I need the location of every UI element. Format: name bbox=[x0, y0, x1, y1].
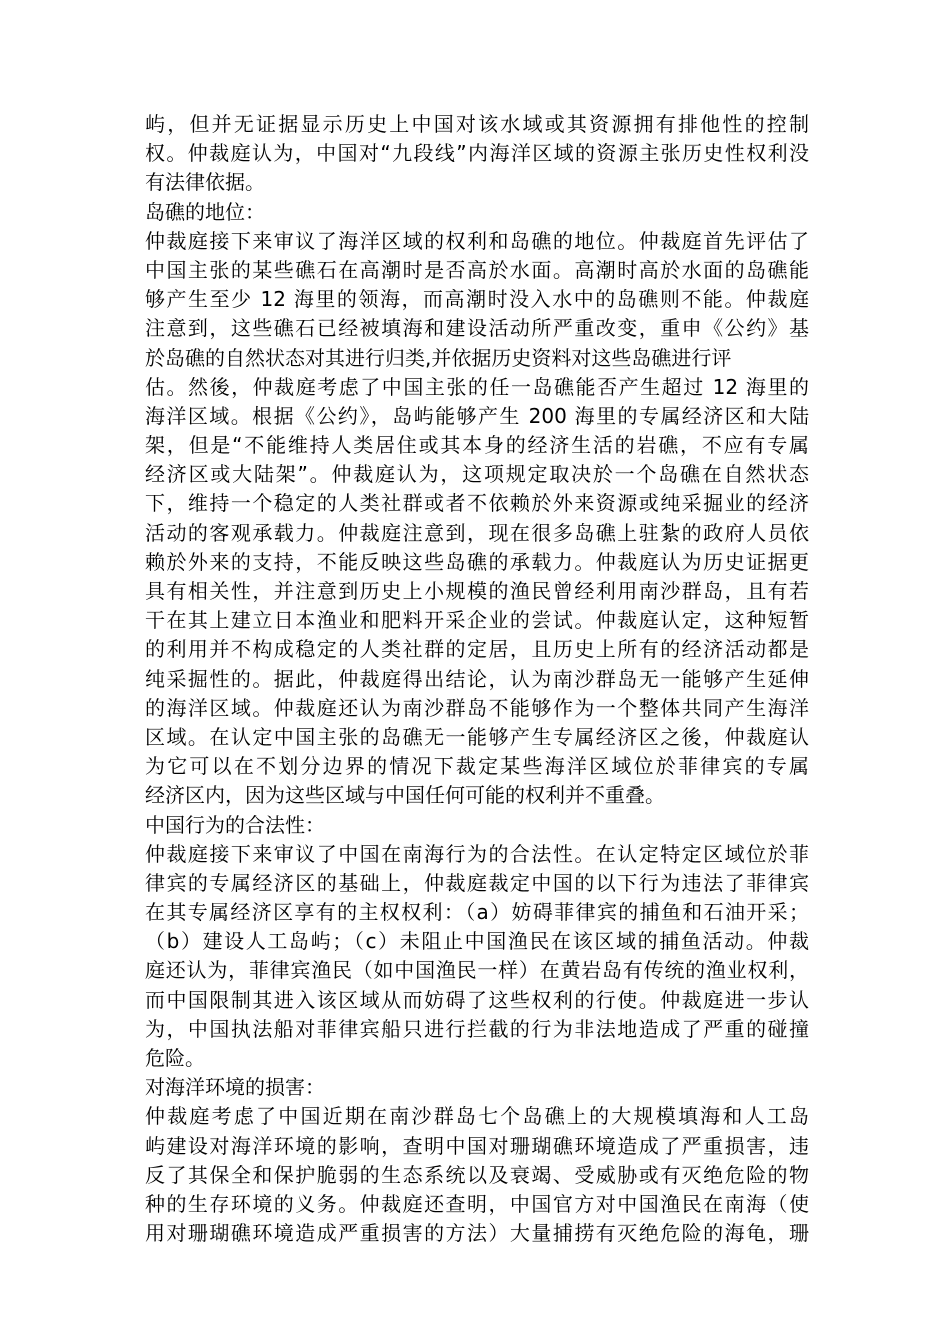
section-heading-legality: 中国行为的合法性： bbox=[145, 812, 325, 837]
text-line: 仲裁庭考虑了中国近期在南沙群岛七个岛礁上的大规模填海和人工岛 bbox=[145, 1104, 809, 1129]
text-line: 架，但是“不能维持人类居住或其本身的经济生活的岩礁，不应有专属 bbox=[145, 433, 809, 458]
text-line: 干在其上建立日本渔业和肥料开采企业的尝试。仲裁庭认定，这种短暂 bbox=[145, 608, 809, 633]
text-line: 律宾的专属经济区的基础上，仲裁庭裁定中国的以下行为违法了菲律宾 bbox=[145, 870, 809, 895]
text-line: 种的生存环境的义务。仲裁庭还查明，中国官方对中国渔民在南海（使 bbox=[145, 1191, 809, 1216]
text-line: 下，维持一个稳定的人类社群或者不依赖於外来资源或纯采掘业的经济 bbox=[145, 491, 809, 516]
text-line: 注意到，这些礁石已经被填海和建设活动所严重改变，重申《公约》基 bbox=[145, 316, 809, 341]
text-line: 仲裁庭接下来审议了中国在南海行为的合法性。在认定特定区域位於菲 bbox=[145, 841, 809, 866]
text-line: 赖於外来的支持，不能反映这些岛礁的承载力。仲裁庭认为历史证据更 bbox=[145, 549, 809, 574]
text-line: 活动的客观承载力。仲裁庭注意到，现在很多岛礁上驻紮的政府人员依 bbox=[145, 520, 809, 545]
text-line: 的海洋区域。仲裁庭还认为南沙群岛不能够作为一个整体共同产生海洋 bbox=[145, 695, 809, 720]
text-line: 够产生至少 12 海里的领海，而高潮时没入水中的岛礁则不能。仲裁庭 bbox=[145, 287, 809, 312]
text-line: 屿，但并无证据显示历史上中国对该水域或其资源拥有排他性的控制 bbox=[145, 112, 809, 136]
text-line: 屿建设对海洋环境的影响，查明中国对珊瑚礁环境造成了严重损害，违 bbox=[145, 1133, 809, 1158]
text-line: 经济区内，因为这些区域与中国任何可能的权利并不重叠。 bbox=[145, 783, 665, 808]
text-line: 中国主张的某些礁石在高潮时是否高於水面。高潮时高於水面的岛礁能 bbox=[145, 257, 809, 282]
text-line: 反了其保全和保护脆弱的生态系统以及衰竭、受威胁或有灭绝危险的物 bbox=[145, 1162, 809, 1187]
text-line: 有法律依据。 bbox=[145, 170, 265, 195]
section-heading-environment: 对海洋环境的损害： bbox=[145, 1075, 325, 1100]
text-line: 权。仲裁庭认为，中国对“九段线”内海洋区域的资源主张历史性权利没 bbox=[145, 141, 809, 166]
section-heading-island-status: 岛礁的地位： bbox=[145, 199, 265, 224]
text-line: 於岛礁的自然状态对其进行归类,并依据历史资料对这些岛礁进行评 bbox=[145, 345, 732, 370]
text-line: 在其专属经济区享有的主权权利：（a）妨碍菲律宾的捕鱼和石油开采； bbox=[145, 900, 809, 925]
text-line: 危险。 bbox=[145, 1046, 205, 1070]
text-line: 用对珊瑚礁环境造成严重损害的方法）大量捕捞有灭绝危险的海龟，珊 bbox=[145, 1221, 809, 1246]
text-line: 为，中国执法船对菲律宾船只进行拦截的行为非法地造成了严重的碰撞 bbox=[145, 1016, 809, 1041]
text-line: 经济区或大陆架”。仲裁庭认为，这项规定取决於一个岛礁在自然状态 bbox=[145, 462, 809, 487]
text-line: 海洋区域。根据《公约》，岛屿能够产生 200 海里的专属经济区和大陆 bbox=[145, 403, 809, 428]
text-line: 具有相关性，并注意到历史上小规模的渔民曾经利用南沙群岛，且有若 bbox=[145, 579, 809, 603]
text-line: 仲裁庭接下来审议了海洋区域的权利和岛礁的地位。仲裁庭首先评估了 bbox=[145, 228, 809, 253]
text-line: 估。然後，仲裁庭考虑了中国主张的任一岛礁能否产生超过 12 海里的 bbox=[145, 374, 809, 399]
text-line: 区域。在认定中国主张的岛礁无一能够产生专属经济区之後，仲裁庭认 bbox=[145, 724, 809, 749]
text-line: 庭还认为，菲律宾渔民（如中国渔民一样）在黄岩岛有传统的渔业权利， bbox=[145, 958, 809, 983]
text-line: （b）建设人工岛屿；（c）未阻止中国渔民在该区域的捕鱼活动。仲裁 bbox=[145, 929, 809, 954]
text-line: 而中国限制其进入该区域从而妨碍了这些权利的行使。仲裁庭进一步认 bbox=[145, 987, 809, 1012]
text-line: 为它可以在不划分边界的情况下裁定某些海洋区域位於菲律宾的专属 bbox=[145, 754, 809, 779]
body-text bbox=[145, 110, 809, 1248]
text-line: 的利用并不构成稳定的人类社群的定居，且历史上所有的经济活动都是 bbox=[145, 637, 809, 662]
text-line: 纯采掘性的。据此，仲裁庭得出结论，认为南沙群岛无一能够产生延伸 bbox=[145, 666, 809, 691]
